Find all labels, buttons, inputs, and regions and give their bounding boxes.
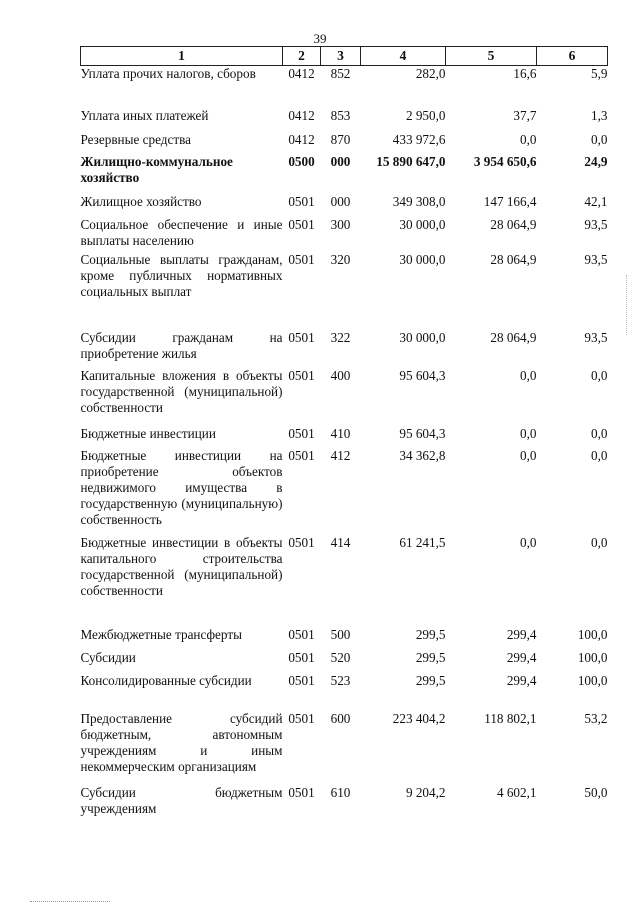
header-col-2: 2 xyxy=(283,47,321,66)
row-section-code: 0412 xyxy=(288,66,315,81)
header-row xyxy=(81,47,608,66)
table-row xyxy=(81,448,608,535)
row-name: Бюджетные инвестиции в объекты капитального строительства государственной (муниципальной) собственности xyxy=(80,534,283,598)
scan-edge-rule xyxy=(30,901,110,903)
table-row xyxy=(81,785,608,825)
row-planned-value: 34 362,8 xyxy=(399,447,446,463)
table-header xyxy=(81,47,608,66)
row-percent: 42,1 xyxy=(584,193,608,209)
row-name: Жилищно-коммунальное хозяйство xyxy=(80,153,233,185)
row-actual-value: 3 954 650,6 xyxy=(473,153,537,169)
header-col-3: 3 xyxy=(321,47,361,66)
row-actual-value: 28 064,9 xyxy=(490,216,537,232)
row-name: Субсидии бюджетным учреждениям xyxy=(80,784,283,816)
row-section-code: 0500 xyxy=(288,153,315,169)
row-section-code: 0501 xyxy=(288,216,315,232)
page-number: 39 xyxy=(313,31,327,46)
row-section-code: 0501 xyxy=(288,425,315,441)
row-name: Резервные средства xyxy=(80,131,191,147)
row-name: Консолидированные субсидии xyxy=(80,672,252,688)
table-row xyxy=(81,711,608,785)
row-planned-value: 299,5 xyxy=(415,672,446,688)
table-row xyxy=(81,673,608,711)
row-actual-value: 0,0 xyxy=(520,534,537,550)
row-expense-code: 414 xyxy=(330,534,351,550)
row-percent: 0,0 xyxy=(591,534,608,550)
row-section-code: 0501 xyxy=(288,447,315,463)
row-planned-value: 299,5 xyxy=(415,649,446,665)
budget-table xyxy=(80,46,608,825)
row-percent: 50,0 xyxy=(584,784,608,800)
scan-mark xyxy=(626,275,628,335)
table-row xyxy=(81,426,608,448)
row-percent: 93,5 xyxy=(584,251,608,267)
row-name: Предоставление субсидий бюджетным, автономным учреждениям и иным некоммерческим организациям xyxy=(80,710,283,774)
row-expense-code: 610 xyxy=(330,784,351,800)
row-percent: 53,2 xyxy=(584,710,608,726)
row-actual-value: 147 166,4 xyxy=(483,193,537,209)
row-actual-value: 28 064,9 xyxy=(490,329,537,345)
row-planned-value: 299,5 xyxy=(415,626,446,642)
row-actual-value: 37,7 xyxy=(513,107,537,123)
row-name: Жилищное хозяйство xyxy=(80,193,202,209)
row-section-code: 0412 xyxy=(288,107,315,123)
table-row xyxy=(81,66,608,108)
row-planned-value: 433 972,6 xyxy=(392,131,446,147)
row-expense-code: 870 xyxy=(330,131,351,147)
row-expense-code: 300 xyxy=(330,216,351,232)
row-actual-value: 28 064,9 xyxy=(490,251,537,267)
row-planned-value: 95 604,3 xyxy=(399,425,446,441)
row-name: Социальные выплаты гражданам, кроме публичных нормативных социальных выплат xyxy=(80,251,283,299)
row-percent: 100,0 xyxy=(577,672,608,688)
table-row xyxy=(81,368,608,426)
row-expense-code: 000 xyxy=(330,153,351,169)
row-actual-value: 0,0 xyxy=(520,131,537,147)
row-section-code: 0501 xyxy=(288,367,315,383)
row-name: Бюджетные инвестиции на приобретение объектов недвижимого имущества в государственную (муниципальную) собственность xyxy=(80,447,283,527)
header-col-4: 4 xyxy=(361,47,446,66)
row-expense-code: 853 xyxy=(330,107,351,123)
row-actual-value: 16,6 xyxy=(513,66,537,81)
row-planned-value: 349 308,0 xyxy=(392,193,446,209)
row-expense-code: 500 xyxy=(330,626,351,642)
row-actual-value: 299,4 xyxy=(506,672,537,688)
row-name: Субсидии гражданам на приобретение жилья xyxy=(80,329,283,361)
row-expense-code: 410 xyxy=(330,425,351,441)
row-name: Уплата иных платежей xyxy=(80,107,209,123)
row-percent: 93,5 xyxy=(584,216,608,232)
row-section-code: 0501 xyxy=(288,672,315,688)
table-row xyxy=(81,132,608,154)
row-expense-code: 400 xyxy=(330,367,351,383)
row-expense-code: 322 xyxy=(330,329,351,345)
row-section-code: 0501 xyxy=(288,649,315,665)
row-percent: 0,0 xyxy=(591,367,608,383)
table-row xyxy=(81,330,608,368)
table-row xyxy=(81,535,608,627)
row-section-code: 0412 xyxy=(288,131,315,147)
table-row xyxy=(81,108,608,132)
table-row xyxy=(81,217,608,252)
row-name: Межбюджетные трансферты xyxy=(80,626,242,642)
row-name: Уплата прочих налогов, сборов xyxy=(80,66,256,81)
row-section-code: 0501 xyxy=(288,710,315,726)
row-planned-value: 2 950,0 xyxy=(405,107,446,123)
row-section-code: 0501 xyxy=(288,784,315,800)
table-row xyxy=(81,194,608,217)
row-actual-value: 0,0 xyxy=(520,425,537,441)
row-section-code: 0501 xyxy=(288,534,315,550)
table-body xyxy=(81,66,608,825)
header-col-6: 6 xyxy=(537,47,608,66)
row-section-code: 0501 xyxy=(288,251,315,267)
row-percent: 24,9 xyxy=(584,153,608,169)
row-actual-value: 4 602,1 xyxy=(496,784,537,800)
row-expense-code: 600 xyxy=(330,710,351,726)
row-percent: 1,3 xyxy=(591,107,608,123)
row-planned-value: 61 241,5 xyxy=(399,534,446,550)
row-actual-value: 0,0 xyxy=(520,447,537,463)
row-percent: 0,0 xyxy=(591,131,608,147)
row-planned-value: 30 000,0 xyxy=(399,216,446,232)
row-percent: 100,0 xyxy=(577,649,608,665)
row-percent: 100,0 xyxy=(577,626,608,642)
row-expense-code: 320 xyxy=(330,251,351,267)
header-col-1: 1 xyxy=(81,47,283,66)
table-row xyxy=(81,627,608,650)
row-percent: 93,5 xyxy=(584,329,608,345)
row-expense-code: 412 xyxy=(330,447,351,463)
row-percent: 0,0 xyxy=(591,425,608,441)
row-name: Субсидии xyxy=(80,649,136,665)
row-expense-code: 852 xyxy=(330,66,351,81)
table-row xyxy=(81,252,608,330)
table-row xyxy=(81,154,608,194)
row-name: Капитальные вложения в объекты государственной (муниципальной) собственности xyxy=(80,367,283,415)
row-expense-code: 523 xyxy=(330,672,351,688)
row-actual-value: 0,0 xyxy=(520,367,537,383)
row-section-code: 0501 xyxy=(288,193,315,209)
row-percent: 0,0 xyxy=(591,447,608,463)
row-actual-value: 299,4 xyxy=(506,649,537,665)
row-section-code: 0501 xyxy=(288,626,315,642)
row-expense-code: 520 xyxy=(330,649,351,665)
row-planned-value: 95 604,3 xyxy=(399,367,446,383)
row-planned-value: 30 000,0 xyxy=(399,329,446,345)
row-planned-value: 15 890 647,0 xyxy=(376,153,446,169)
row-actual-value: 118 802,1 xyxy=(484,710,537,726)
table-row xyxy=(81,650,608,673)
row-actual-value: 299,4 xyxy=(506,626,537,642)
header-col-5: 5 xyxy=(446,47,537,66)
row-planned-value: 282,0 xyxy=(415,66,446,81)
row-expense-code: 000 xyxy=(330,193,351,209)
row-name: Социальное обеспечение и иные выплаты населению xyxy=(80,216,283,248)
row-planned-value: 9 204,2 xyxy=(405,784,446,800)
row-name: Бюджетные инвестиции xyxy=(80,425,216,441)
row-planned-value: 30 000,0 xyxy=(399,251,446,267)
row-section-code: 0501 xyxy=(288,329,315,345)
row-planned-value: 223 404,2 xyxy=(392,710,446,726)
row-percent: 5,9 xyxy=(591,66,608,81)
